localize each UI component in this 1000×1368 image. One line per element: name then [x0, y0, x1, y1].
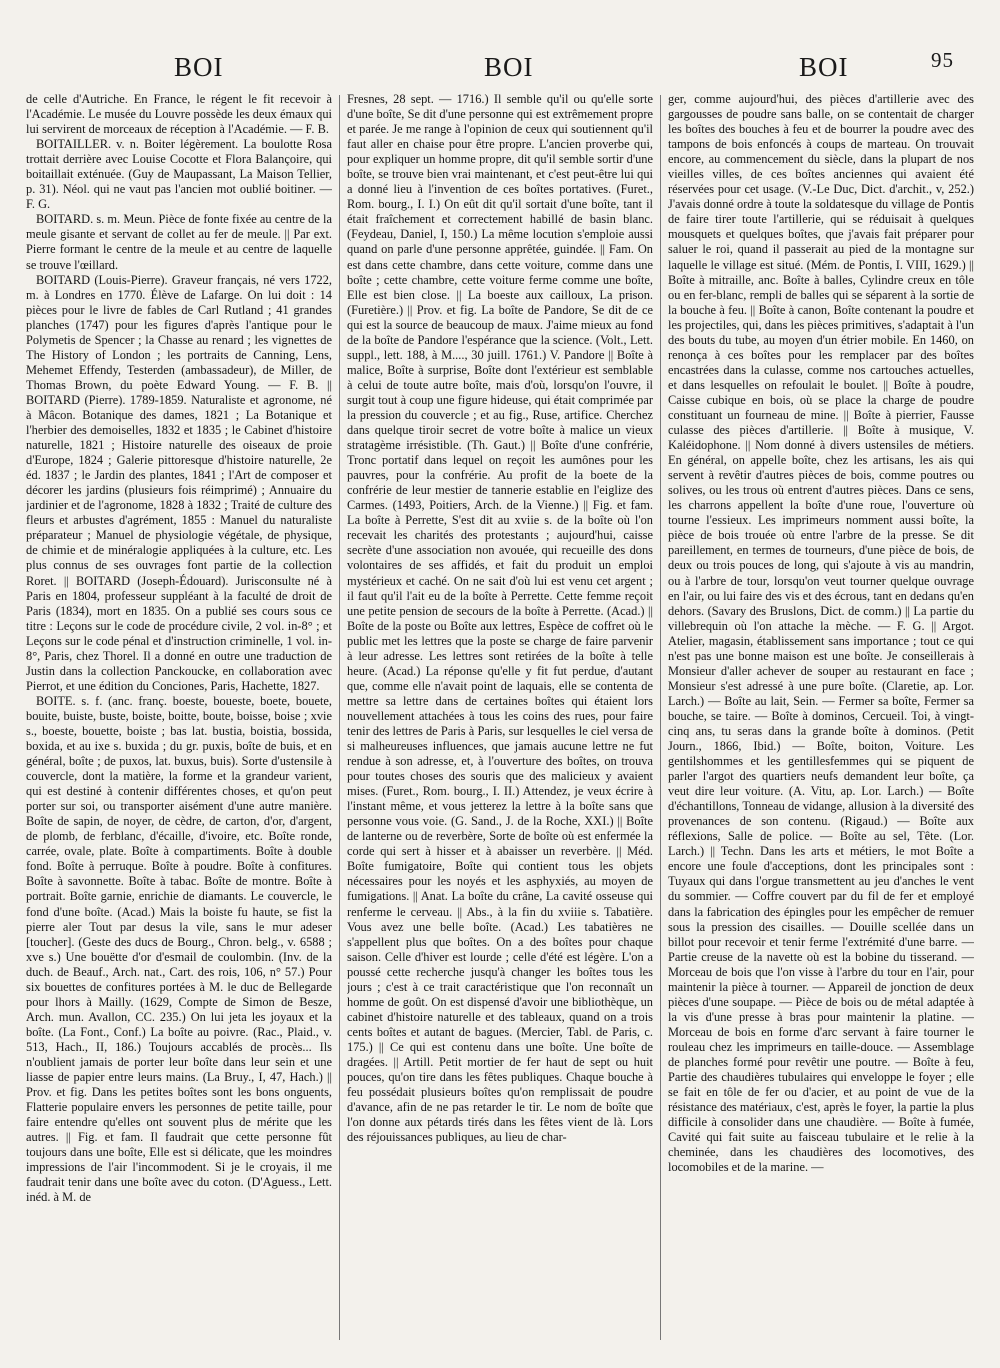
page-number: 95 [931, 48, 954, 72]
text-columns [26, 92, 974, 1354]
entry-boitailler: BOITAILLER. v. n. Boiter légèrement. La boulotte Rosa trottait derrière avec Louise Cocotte et Flora Balançoire, qui boitaillait exténuée. (Guy de Maupassant, La Maison Tellier, p. 31). Néol. qui ne vaut pas l'ancien mot oublié boitiner. — F. G. [26, 137, 332, 212]
column-divider [660, 95, 661, 1340]
running-head-right: BOI [799, 52, 849, 82]
column-2 [347, 92, 653, 1354]
paragraph: Fresnes, 28 sept. — 1716.) Il semble qu'il ou qu'elle sorte d'une boîte, Se dit d'une personne qui est extrêmement propre et parée. Je me range à l'opinion de ceux qui soutiennent qu'il faut aller en chaise pour être propre. L'ancien proverbe qui, pour expliquer un homme propre, dit qu'il semble sortir d'une boîte, se trouve bien vrai maintenant, et c'est peut-être lui qui a donné lieu à l'invention de ces boîtes portatives. (Furet., Rom. bourg., I. I.) On eût dit qu'il sortait d'une boîte, tant il était fraîchement et correctement habillé de basin blanc. (Feydeau, Daniel, I, 150.) La même locution s'emploie aussi quand on parle d'une personne apprêtée, guindée. || Fam. On est dans cette chambre, dans cette voiture, comme dans une boîte ; cette chambre, cette voiture ferme comme une boîte, Elle est bien close. || La boeste aux cailloux, La prison. (Furetière.) || Prov. et fig. La boîte de Pandore, Se dit de ce qui est la source de beaucoup de maux. J'aime mieux au fond de la boîte de Pandore l'espérance que la science. (Volt., Lett. suppl., lett. 188, à M...., 30 juill. 1761.) V. Pandore || Boîte à malice, Boîte à surprise, Boîte dont l'extérieur est semblable à celui de toute autre boîte, mais d'où, lorsqu'on l'ouvre, il surgit tout à coup une figure hideuse, qui était comprimée par la pression du couvercle ; et au fig., Ruse, artifice. Cherchez dans quelque tiroir secret de votre boîte à malice un vieux stratagème irrésistible. (Th. Gaut.) || Boîte d'une confrérie, Tronc portatif dans lequel on reçoit les aumônes pour les pauvres, pour la confrérie. Au profit de la boete de la confrérie de leur mestier de tannerie establie en l'eiglize des Carmes. (1493, Poitiers, Arch. de la Vienne.) || Fig. et fam. La boîte à Perrette, S'est dit au xviie s. de la boîte où l'on recevait les charités des protestants ; aujourd'hui, caisse secrète d'une association non avouée, qui recueille des dons volontaires de ses affidés, et fait du produit un emploi mystérieux et caché. On ne sait d'où lui est venu cet argent ; il faut qu'il l'ait eu de la boîte à Perrette. Cette femme reçoit une petite pension de secours de la boîte à Perrette. (Acad.) || Boîte de la poste ou Boîte aux lettres, Espèce de coffret où le public met les lettres que la poste se charge de faire parvenir à leur adresse. Les lettres sont retirées de la boîte à telle heure. (Acad.) La réponse qu'elle y fit fut perdue, d'autant que, comme elle n'avait point de laquais, elle se contenta de mettre sa lettre dans de certaines boîtes qui étaient lors nouvellement attachées à tous les coins des rues, pour faire tenir des lettres de Paris à Paris, sur lesquelles le ciel versa de si malheureuses influences, que jamais aucune lettre ne fut rendue à son adresse, et, à l'ouverture des boîtes, on trouva pour toutes choses des souris que des malicieux y avaient mises. (Furet., Rom. bourg., I. II.) Attendez, je veux écrire à l'instant même, et vous jetterez la lettre à la boîte sans que personne vous voie. (G. Sand., J. de la Roche, XXI.) || Boîte de lanterne ou de reverbère, Sorte de boîte où est enfermée la corde qui sert à hisser et à abaisser un reverbère. || Méd. Boîte fumigatoire, Boîte qui contient tous les objets nécessaires pour les noyés et les asphyxiés, au moyen de fumigations. || Anat. La boîte du crâne, La cavité osseuse qui renferme le cerveau. || Abs., à la fin du xviiie s. Tabatière. Vous avez une belle boîte. (Acad.) Les tabatières ne s'appellent plus que boîtes. On a des boîtes pour chaque saison. Celle d'hiver est lourde ; celle d'été est légère. L'on a poussé cette recherche jusqu'à changer les boîtes tous les jours ; c'est à ce trait caractéristique que l'on reconnaît un homme de goût. On est dispensé d'avoir une bibliothèque, un cabinet d'histoire naturelle et des tableaux, quand on a trois cents boîtes et autant de bagues. (Mercier, Tabl. de Paris, c. 175.) || Ce qui est contenu dans une boîte. Une boîte de dragées. || Artill. Petit mortier de fer haut de sept ou huit pouces, qu'on tire dans les fêtes publiques. Chaque bouche à feu possédait plusieurs boîtes qu'on remplissait de poudre d'avance, afin de ne pas retarder le tir. Le nom de boîte que l'on donne aux pétards tirés dans les fêtes vient de là. Lors des réjouissances publiques, au lieu de char- [347, 92, 653, 1145]
paragraph: ger, comme aujourd'hui, des pièces d'artillerie avec des gargousses de poudre sans balle, on se contentait de charger les boîtes des bouches à feu et de bourrer la poudre avec des tampons de bois enfoncés à coups de marteau. On trouvait encore, au commencement du siècle, dans la plupart de nos vieilles villes, de ces boîtes anciennes qui avaient été réservées pour cet usage. (V.-Le Duc, Dict. d'archit., v, 252.) J'avais donné ordre à toute la soldatesque du village de Pontis de faire tirer toute l'artillerie, qui se réduisait à quelques mousquets et quelques boîtes, que j'avais fait préparer pour saluer le roi, quand il passerait au pied de la montagne sur laquelle le village est situé. (Mém. de Pontis, I. VIII, 1629.) || Boîte à mitraille, anc. Boîte à balles, Cylindre creux en tôle ou en fer-blanc, rempli de balles qui se séparent à la sortie de la bouche à feu. || Boîte à canon, Boîte contenant la poudre et les projectiles, qui, dans les pièces primitives, s'adaptait à l'un des bouts du tube, au moyen d'un étrier mobile. En 1460, on renonça à ces boîtes pour les remplacer par des boîtes encastrées dans la culasse, comme nos cartouches actuelles, et dans lesquelles on refoulait le boulet. || Boîte à poudre, Caisse cubique en bois, où se place la charge de poudre constituant un fourneau de mine. || Boîte à pierrier, Fausse culasse des pièces d'artillerie. || Boîte à musique, V. Kaléidophone. || Nom donné à divers ustensiles de métiers. En général, on appelle boîte, chez les artisans, les ais qui servent à revêtir d'autres pièces de bois, comme poutres ou solives, ou les trous où entrent d'autres pièces. Dans ce sens, les charrons appellent la boîte d'une roue, l'ouverture où tourne l'essieux. Les imprimeurs nomment aussi boîte, la pièce de bois trouée où entre l'arbre de la presse. Se dit pareillement, en termes de tourneurs, d'une pièce de bois, de deux ou trois pouces de long, qui s'ajoute à vis au mandrin, ou à l'arbre de tour, lorsqu'on veut tourner quelque ouvrage en l'air, ou lui faire des vis et des écrous, tant en dedans qu'en dehors. (Savary des Bruslons, Dict. de comm.) || La partie du villebrequin où l'on attache la mèche. — F. G. || Argot. Atelier, magasin, établissement sans importance ; tout ce qui n'est pas une bonne maison est une boîte. Je conseillerais à Monsieur d'aller achever de souper au restaurant en face ; Monsieur s'est adressé à une pure boîte. (Claretie, ap. Lor. Larch.) — Boîte au lait, Sein. — Fermer sa boîte, Fermer sa bouche, se taire. — Boîte à dominos, Cercueil. Toi, à vingt-cinq ans, tu seras dans la grande boîte à dominos. (Petit Journ., 1866, Ibid.) — Boîte, boiton, Voiture. Les gentilshommes et les gentillesfemmes qui se piquent de parler l'argot des quartiers neufs demandent leur boîte, ça veut dire leur voiture. (A. Vitu, ap. Lor. Larch.) — Boîte d'échantillons, Tonneau de vidange, allusion à la diversité des provenances de son contenu. (Rigaud.) — Boîte aux réflexions, Salle de police. — Boîte au sel, Tête. (Lor. Larch.) || Techn. Dans les arts et métiers, le mot Boîte a encore une foule d'acceptions, dont les principales sont : Tuyaux qui dans l'orgue transmettent au jeu d'anches le vent du sommier. — Coffre couvert par du fil de fer et employé dans la fabrication des épingles pour les empêcher de remuer sous la pression des cisailles. — Douille scellée dans un billot pour recevoir et tenir ferme l'extrémité d'une barre. — Partie creuse de la navette où est la bobine du tisserand. — Morceau de bois que l'on visse à l'arbre du tour en l'air, pour maintenir la pièce à tourner. — Appareil de jonction de deux pièces d'une soupape. — Pièce de bois ou de métal adaptée à la vis d'une presse à bras pour maintenir la platine. — Morceau de bois en forme d'arc servant à faire tourner le rouleau chez les imprimeurs en taille-douce. — Assemblage de planches formé pour revêtir une poutre. — Boîte à feu, Partie des chaudières tubulaires qui enveloppe le foyer ; elle se fait en tôle de fer ou d'acier, et au point de vue de la résistance des matériaux, c'est, après le foyer, la partie la plus difficile à consolider dans une chaudière. — Boîte à fumée, Cavité qui fait suite au faisceau tubulaire et le relie à la cheminée, dans les chaudières des locomotives, des locomobiles et de la marine. — [668, 92, 974, 1175]
entry-boite: BOITE. s. f. (anc. franç. boeste, boueste, boete, bouete, bouite, buiste, buste, boiste, boitte, boute, boisse, boise ; xvie s., boeste, bouette, boiste ; bas lat. bustia, boistia, bossida, boxida, et au ixe s. buxida ; du gr. puxis, boîte de buis, et en général, boîte ; de puxos, lat. buxus, buis). Sorte d'ustensile à couvercle, dont la matière, la forme et la grandeur varient, qui est destiné à contenir différentes choses, et qu'on peut porter sur soi, ou transporter aisément d'une autre manière. Boîte de sapin, de noyer, de cèdre, de carton, d'or, d'argent, de plomb, de ferblanc, d'écaille, d'ivoire, etc. Boîte ronde, carrée, ovale, plate. Boîte à compartiments. Boîte à double fond. Boîte à perruque. Boîte à poudre. Boîte à confitures. Boîte à savonnette. Boîte à tabac. Boîte de montre. Boîte à portrait. Boîte garnie, enrichie de diamants. Le couvercle, le fond d'une boîte. (Acad.) Mais la boiste fu haute, se fist la pierre aler Tout par desus la vile, sans le mur adeser [toucher]. (Geste des ducs de Bourg., Chron. belg., v. 6588 ; xve s.) Une bouëtte d'or d'esmail de coulombin. (Inv. de la duch. de Beauf., Arch. nat., Cart. des rois, 106, n° 57.) Pour six bouettes de confitures portées à M. le duc de Bellegarde pour lhors à Mailly. (1629, Compte de Simon de Besze, Arch. mun. Avallon, CC. 235.) On lui jeta les joyaux et la boîte. (La Font., Conf.) La boîte au poivre. (Rac., Plaid., v. 513, Hach., II, 186.) Toujours accablés de procès... Ils n'oublient jamais de porter leur boîte dans leur sein et une liasse de papier entre leurs mains. (La Bruy., I, 47, Hach.) || Prov. et fig. Dans les petites boîtes sont les bons onguents, Flatterie populaire envers les personnes de petite taille, pour faire entendre qu'elles ont souvent plus de mérite que les autres. || Fig. et fam. Il faudrait que cette personne fût toujours dans une boîte, Elle est si délicate, que les moindres impressions de l'air l'incommodent. Si je le croyais, il me faudrait tenir dans une boîte avec du coton. (D'Aguess., Lett. inéd. à M. de [26, 693, 332, 1205]
paragraph: de celle d'Autriche. En France, le régent le fit recevoir à l'Académie. Le musée du Louvre possède les deux émaux qui lui servirent de morceaux de réception à l'Académie. — F. B. [26, 92, 332, 137]
running-head-left: BOI [174, 52, 224, 82]
column-1 [26, 92, 332, 1354]
column-divider [339, 95, 340, 1340]
entry-boitard-louis-pierre: BOITARD (Louis-Pierre). Graveur français, né vers 1722, m. à Londres en 1770. Élève de Lafarge. On lui doit : 14 pièces pour le livre de fables de Carl Rutland ; 41 grandes planches (1747) pour les figures d'après l'antique pour le Polymetis de Spencer ; la Chasse au renard ; les vignettes de The History of London ; les portraits de Canning, Lens, Mehemet Effendy, Testerden (ambassadeur), de Miller, de Thomas Brown, du poète Edward Young. — F. B. || BOITARD (Pierre). 1789-1859. Naturaliste et agronome, né à Mâcon. Botanique des dames, 1821 ; La Botanique et l'herbier des demoiselles, 1832 et 1835 ; le Cabinet d'histoire naturelle, 1821 ; Histoire naturelle des oiseaux de proie d'Europe, 1824 ; Galerie pittoresque d'histoire naturelle, 2e éd. 1837 ; le Jardin des plantes, 1841 ; l'Art de composer et décorer les jardins (plusieurs fois réimprimé) ; Annuaire du jardinier et de l'agronome, 1828 à 1832 ; Traité de culture des fleurs et arbustes d'agrément, 1855 : Manuel du naturaliste préparateur ; Manuel de physiologie végétale, de physique, de chimie et de minéralogie appliquées à la culture, etc. Les plus connus de ses ouvrages font partie de la collection Roret. || BOITARD (Joseph-Édouard). Jurisconsulte né à Paris en 1804, professeur suppléant à la faculté de droit de Paris (1834), mort en 1835. On a publié ses cours sous ce titre : Leçons sur le code de procédure civile, 2 vol. in-8° ; et Leçons sur le code pénal et d'instruction criminelle, 1 vol. in-8°, Paris, chez Thorel. Il a donné en outre une traduction de Justin dans la collection Panckoucke, en collaboration avec Pierrot, et une édition du Conciones, Paris, Hachette, 1827. [26, 272, 332, 693]
entry-boitard: BOITARD. s. m. Meun. Pièce de fonte fixée au centre de la meule gisante et servant de collet au fer de meule. || Par ext. Pierre formant le centre de la meule et au centre de laquelle se trouve l'œillard. [26, 212, 332, 272]
page-header [26, 0, 974, 92]
column-3 [668, 92, 974, 1354]
running-head-center: BOI [484, 52, 534, 82]
